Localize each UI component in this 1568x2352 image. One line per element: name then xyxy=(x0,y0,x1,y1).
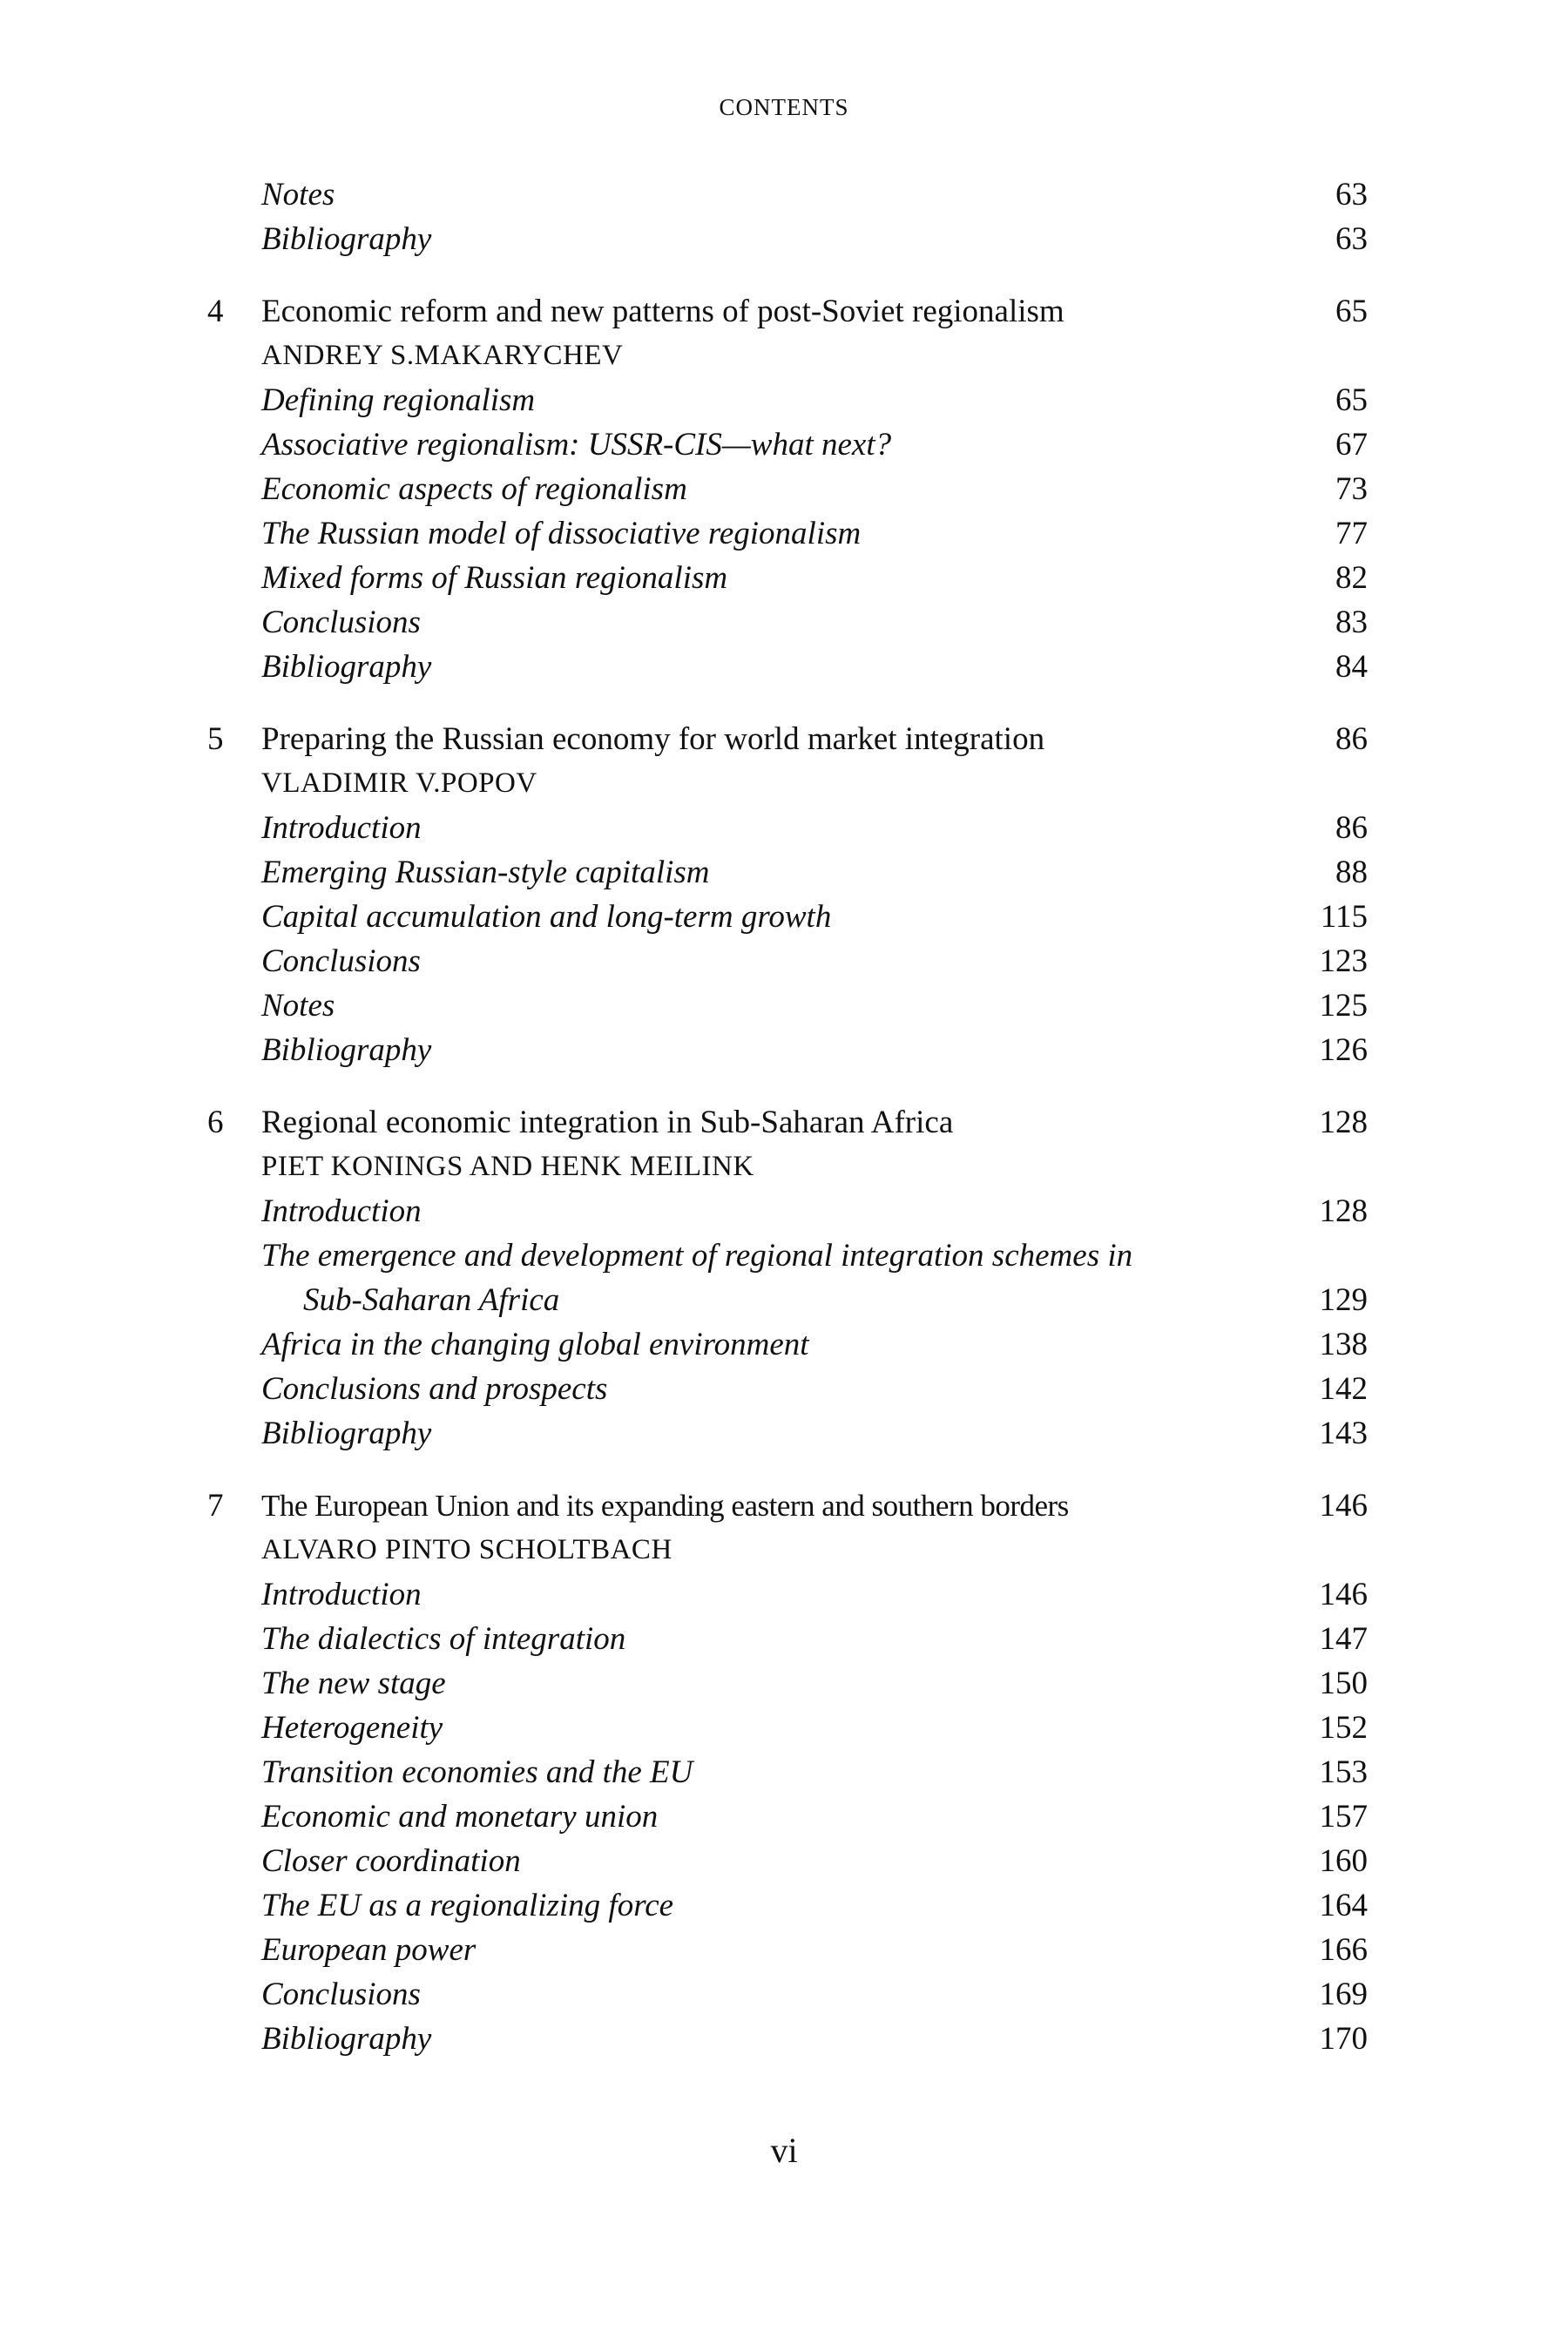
entry-title: Bibliography xyxy=(261,2021,432,2057)
entry-title: Capital accumulation and long-term growth xyxy=(261,899,832,935)
toc-entry xyxy=(207,217,1368,261)
entry-page: 65 xyxy=(1335,382,1368,418)
entry-title: Bibliography xyxy=(261,1416,432,1451)
toc-entry xyxy=(207,1189,1368,1233)
entry-title: Closer coordination xyxy=(261,1843,521,1879)
entry-title: The emergence and development of regional integration schemes in xyxy=(261,1238,1133,1274)
entry-title: Conclusions and prospects xyxy=(261,1371,608,1407)
entry-page: 152 xyxy=(1319,1710,1368,1746)
chapter-author xyxy=(207,334,1368,378)
entry-title: The dialectics of integration xyxy=(261,1621,626,1657)
entry-page: 86 xyxy=(1335,810,1368,846)
toc-entry xyxy=(207,939,1368,983)
toc-entry xyxy=(207,2017,1368,2061)
chapter-4 xyxy=(207,289,1368,689)
toc-entry xyxy=(207,1411,1368,1456)
entry-page: 82 xyxy=(1335,560,1368,596)
entry-title: The new stage xyxy=(261,1666,446,1701)
entry-page: 150 xyxy=(1319,1666,1368,1701)
entry-title: Introduction xyxy=(261,1193,422,1229)
entry-page: 142 xyxy=(1319,1371,1368,1407)
entry-title: Sub-Saharan Africa xyxy=(303,1282,560,1318)
entry-title: Introduction xyxy=(261,1577,422,1612)
chapter-heading xyxy=(207,1100,1368,1145)
entry-page: 143 xyxy=(1319,1416,1368,1451)
chapter-author xyxy=(207,761,1368,806)
entry-page: 147 xyxy=(1319,1621,1368,1657)
toc-entry xyxy=(207,806,1368,850)
chapter-title: Regional economic integration in Sub-Saharan Africa xyxy=(261,1105,954,1140)
entry-title: Conclusions xyxy=(261,943,421,979)
chapter-page: 146 xyxy=(1319,1488,1368,1524)
page-number: vi xyxy=(770,2131,798,2170)
entry-title: Bibliography xyxy=(261,649,432,685)
entry-page: 88 xyxy=(1335,855,1368,890)
toc-entry xyxy=(207,1367,1368,1411)
author-name: VLADIMIR V.POPOV xyxy=(261,767,537,799)
toc-entry xyxy=(207,895,1368,939)
chapter-heading xyxy=(207,1484,1368,1528)
entry-title: Notes xyxy=(261,177,335,213)
entry-title: European power xyxy=(261,1932,476,1968)
entry-title: The Russian model of dissociative regionalism xyxy=(261,516,862,551)
toc-entry xyxy=(207,1972,1368,2017)
entry-page: 126 xyxy=(1319,1032,1368,1068)
entry-page: 128 xyxy=(1319,1193,1368,1229)
entry-title: Economic and monetary union xyxy=(261,1799,659,1835)
chapter-6 xyxy=(207,1100,1368,1456)
chapter-7 xyxy=(207,1484,1368,2061)
chapter-number: 7 xyxy=(207,1488,224,1524)
chapter-number: 6 xyxy=(207,1105,224,1140)
toc-entry xyxy=(207,983,1368,1028)
author-name: PIET KONINGS AND HENK MEILINK xyxy=(261,1151,754,1182)
table-of-contents xyxy=(207,172,1368,2061)
toc-entry xyxy=(207,1661,1368,1706)
entry-page: 84 xyxy=(1335,649,1368,685)
toc-entry xyxy=(207,1322,1368,1367)
entry-title: Conclusions xyxy=(261,1977,421,2012)
entry-page: 63 xyxy=(1335,221,1368,257)
chapter-heading xyxy=(207,717,1368,761)
author-name: ALVARO PINTO SCHOLTBACH xyxy=(261,1534,672,1565)
entry-title: Transition economies and the EU xyxy=(261,1754,693,1790)
chapter-author xyxy=(207,1528,1368,1572)
entry-title: Notes xyxy=(261,988,335,1024)
chapter-number: 4 xyxy=(207,294,224,329)
toc-entry xyxy=(207,850,1368,895)
chapter-title: Economic reform and new patterns of post-Soviet regionalism xyxy=(261,294,1064,329)
toc-entry xyxy=(207,556,1368,600)
entry-page: 123 xyxy=(1319,943,1368,979)
toc-entry xyxy=(207,1028,1368,1072)
toc-entry xyxy=(207,1928,1368,1972)
chapter-title: Preparing the Russian economy for world market integration xyxy=(261,721,1045,757)
entry-page: 115 xyxy=(1320,899,1368,935)
entry-page: 125 xyxy=(1319,988,1368,1024)
entry-page: 83 xyxy=(1335,605,1368,640)
entry-page: 166 xyxy=(1319,1932,1368,1968)
toc-entry xyxy=(207,1706,1368,1750)
entry-title: Africa in the changing global environment xyxy=(261,1327,809,1362)
author-name: ANDREY S.MAKARYCHEV xyxy=(261,340,624,371)
running-head: CONTENTS xyxy=(719,94,849,120)
entry-page: 153 xyxy=(1319,1754,1368,1790)
toc-entry xyxy=(207,1572,1368,1617)
toc-entry xyxy=(207,1794,1368,1839)
toc-entry xyxy=(207,1233,1368,1278)
entry-page: 146 xyxy=(1319,1577,1368,1612)
chapter-5 xyxy=(207,717,1368,1072)
entry-title: Bibliography xyxy=(261,221,432,257)
toc-entry xyxy=(207,1617,1368,1661)
entry-page: 129 xyxy=(1319,1282,1368,1318)
chapter-page: 65 xyxy=(1335,294,1368,329)
entry-page: 73 xyxy=(1335,471,1368,507)
toc-entry xyxy=(207,422,1368,467)
toc-entry-continued xyxy=(207,1278,1368,1322)
entry-title: Bibliography xyxy=(261,1032,432,1068)
chapter-number: 5 xyxy=(207,721,224,757)
entry-page: 157 xyxy=(1319,1799,1368,1835)
entry-page: 160 xyxy=(1319,1843,1368,1879)
toc-entry xyxy=(207,378,1368,422)
toc-entry xyxy=(207,511,1368,556)
entry-page: 63 xyxy=(1335,177,1368,213)
entry-title: Heterogeneity xyxy=(261,1710,443,1746)
toc-entry xyxy=(207,1883,1368,1928)
entry-title: Mixed forms of Russian regionalism xyxy=(261,560,728,596)
chapter-author xyxy=(207,1145,1368,1189)
toc-entry xyxy=(207,600,1368,645)
entry-page: 169 xyxy=(1319,1977,1368,2012)
entry-title: Conclusions xyxy=(261,605,421,640)
entry-title: The EU as a regionalizing force xyxy=(261,1888,674,1923)
entry-title: Economic aspects of regionalism xyxy=(261,471,687,507)
entry-title: Associative regionalism: USSR-CIS—what next? xyxy=(261,427,892,463)
toc-entry xyxy=(207,172,1368,217)
entry-title: Defining regionalism xyxy=(261,382,536,418)
chapter-page: 86 xyxy=(1335,721,1368,757)
entry-title: Introduction xyxy=(261,810,422,846)
toc-entry xyxy=(207,1750,1368,1794)
chapter-page: 128 xyxy=(1319,1105,1368,1140)
toc-entry xyxy=(207,467,1368,511)
toc-entry xyxy=(207,645,1368,689)
chapter-heading xyxy=(207,289,1368,334)
entry-title: Emerging Russian-style capitalism xyxy=(261,855,710,890)
entry-page: 77 xyxy=(1335,516,1368,551)
entry-page: 67 xyxy=(1335,427,1368,463)
entry-page: 164 xyxy=(1319,1888,1368,1923)
toc-entry xyxy=(207,1839,1368,1883)
entry-page: 138 xyxy=(1319,1327,1368,1362)
chapter-title: The European Union and its expanding eastern and southern borders xyxy=(261,1489,1069,1523)
entry-page: 170 xyxy=(1319,2021,1368,2057)
